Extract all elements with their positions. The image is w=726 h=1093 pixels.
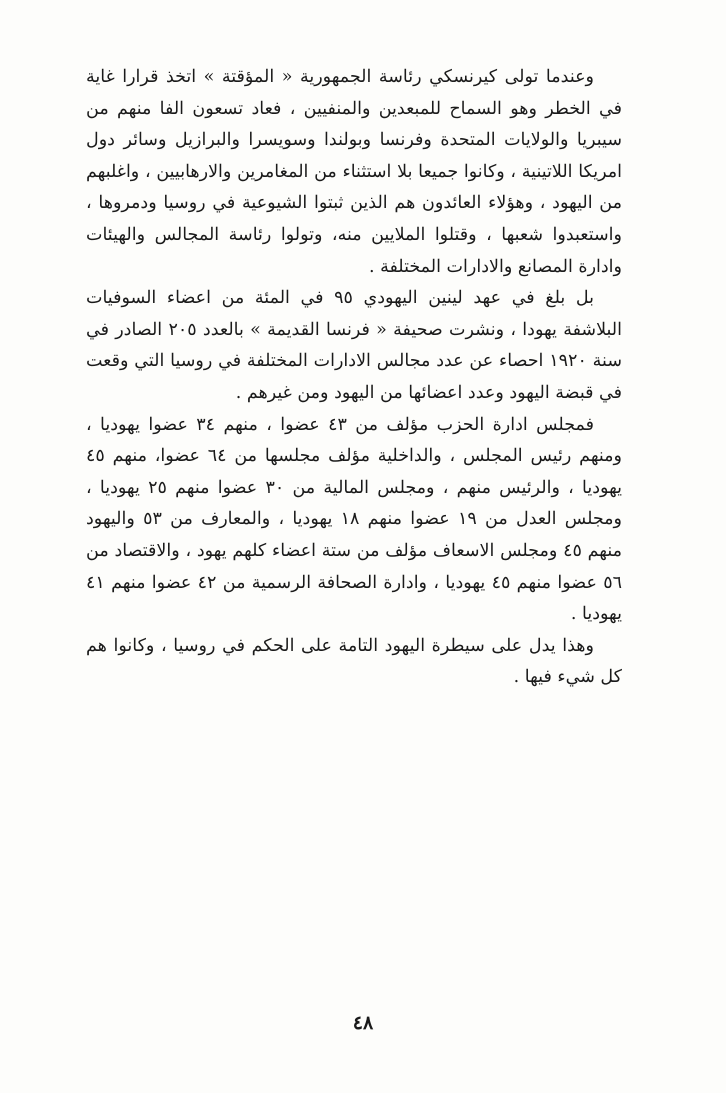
paragraph-council-statistics: فمجلس ادارة الحزب مؤلف من ٤٣ عضوا ، منهم ٣٤ عضوا يهوديا ، ومنهم رئيس المجلس ، والداخلية مؤلف مجلسها من ٦٤ عضوا، منهم ٤٥ يهوديا ، والرئيس منهم ، ومجلس المالية من ٣٠ عضوا منهم ٢٥ يهوديا ، ومجلس العدل من ١٩ عضوا منهم ١٨ يهوديا ، والمعارف من ٥٣ واليهود منهم ٤٥ ومجلس الاسعاف مؤلف من ستة اعضاء كلهم يهود ، والاقتصاد من ٥٦ عضوا منهم ٤٥ يهوديا ، وادارة الصحافة الرسمية من ٤٢ عضوا منهم ٤١ يهوديا . (86, 414, 623, 625)
body-text (86, 62, 622, 694)
paragraph-kerensky-decision: وعندما تولى كيرنسكي رئاسة الجمهورية « المؤقتة » اتخذ قرارا غاية في الخطر وهو السماح للمبعدين والمنفيين ، فعاد تسعون الفا منهم من سيبريا والولايات المتحدة وفرنسا وبولندا وسويسرا والبرازيل وسائر دول امريكا اللاتينية ، وكانوا جميعا بلا استثناء من المغامرين والارهابيين ، واغلبهم من اليهود ، وهؤلاء العائدون هم الذين ثبتوا الشيوعية في روسيا ودمروها ، واستعبدوا شعبها ، وقتلوا الملايين منه، وتولوا رئاسة المجالس والهيئات وادارة المصانع والادارات المختلفة . (86, 67, 622, 277)
page-number: ٤٨ (352, 1012, 374, 1034)
paragraph-conclusion: وهذا يدل على سيطرة اليهود التامة على الحكم في روسيا ، وكانوا هم كل شيء فيها . (86, 635, 622, 688)
paragraph-lenin-era: بل بلغ في عهد لينين اليهودي ٩٥ في المئة من اعضاء السوفيات البلاشفة يهودا ، ونشرت صحيفة « فرنسا القديمة » بالعدد ٢٠٥ الصادر في سنة ١٩٢٠ احصاء عن عدد مجالس الادارات المختلفة في روسيا التي وقعت في قبضة اليهود وعدد اعضائها من اليهود ومن غيرهم . (86, 288, 623, 403)
